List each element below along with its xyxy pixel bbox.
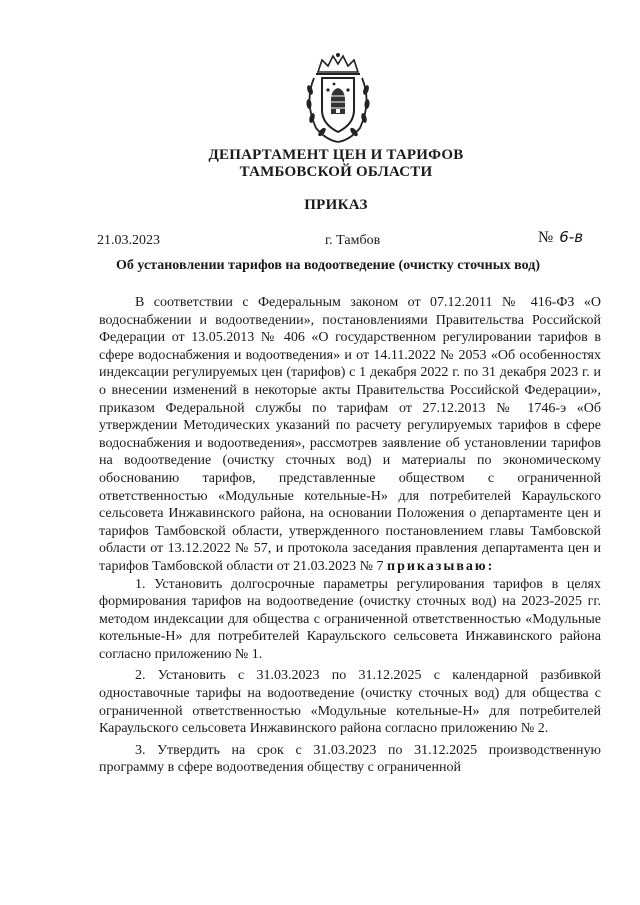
order-keyword: приказываю: bbox=[387, 558, 495, 574]
document-type-title: ПРИКАЗ bbox=[304, 197, 368, 213]
order-item-3: 3. Утвердить на срок с 31.03.2023 по 31.12.2025 производственную программу в сфере водоотведения обществу с ограниченной bbox=[99, 742, 601, 776]
preamble-paragraph bbox=[99, 294, 601, 576]
tambov-coat-of-arms-icon bbox=[298, 52, 378, 144]
order-body bbox=[99, 294, 601, 777]
department-name-line2: ТАМБОВСКОЙ ОБЛАСТИ bbox=[239, 164, 433, 180]
order-item-1: 1. Установить долгосрочные параметры регулирования тарифов в целях формирования тарифов на водоотведение (очистку сточных вод) на 2023-2025 гг. методом индексации для общества с ограниченной ответственностью «Модульные котельные-Н» для потребителей Караульского сельсовета Инжавинского района согласно приложению № 1. bbox=[99, 576, 601, 662]
order-date: 21.03.2023 bbox=[97, 233, 160, 248]
order-item-2: 2. Установить с 31.03.2023 по 31.12.2025 с календарной разбивкой одноставочные тарифы на водоотведение (очистку сточных вод) для общества с ограниченной ответственностью «Модульные котельные-Н» для потребителей Караульского сельсовета Инжавинского района согласно приложению № 2. bbox=[99, 668, 601, 737]
order-subject: Об установлении тарифов на водоотведение (очистку сточных вод) bbox=[116, 258, 540, 273]
order-city: г. Тамбов bbox=[325, 233, 381, 248]
number-sign: № bbox=[538, 229, 554, 246]
department-name-line1: ДЕПАРТАМЕНТ ЦЕН И ТАРИФОВ bbox=[208, 147, 464, 163]
handwritten-number: 6-в bbox=[559, 228, 584, 246]
preamble-text: В соответствии с Федеральным законом от 07.12.2011 № 416-ФЗ «О водоснабжении и водоотведении», постановлениями Правительства Российской Федерации от 13.05.2013 № 406 «О государственном регулировании тарифов в сфере водоснабжения и водоотведения» и от 14.11.2022 № 2053 «Об особенностях индексации регулируемых цен (тарифов) с 1 декабря 2022 г. по 31 декабря 2023 г. и о внесении изменений в некоторые акты Правительства Российской Федерации», приказом Федеральной службы по тарифам от 27.12.2013 № 1746-э «Об утверждении Методических указаний по расчету регулируемых тарифов в сфере водоснабжения и водоотведения», рассмотрев заявление об установлении тарифов на водоотведение (очистку сточных вод) и материалы по экономическому обоснованию тарифов, представленные обществом с ограниченной ответственностью «Модульные котельные-Н» для потребителей Караульского сельсовета Инжавинского района, на основании Положения о департаменте цен и тарифов Тамбовской области, утвержденного постановлением главы Тамбовской области от 13.12.2022 № 57, и протокола заседания правления департамента цен и тарифов Тамбовской области от 21.03.2023 № 7 bbox=[99, 295, 601, 574]
coat-of-arms-icon bbox=[298, 52, 378, 144]
order-number bbox=[538, 228, 583, 247]
